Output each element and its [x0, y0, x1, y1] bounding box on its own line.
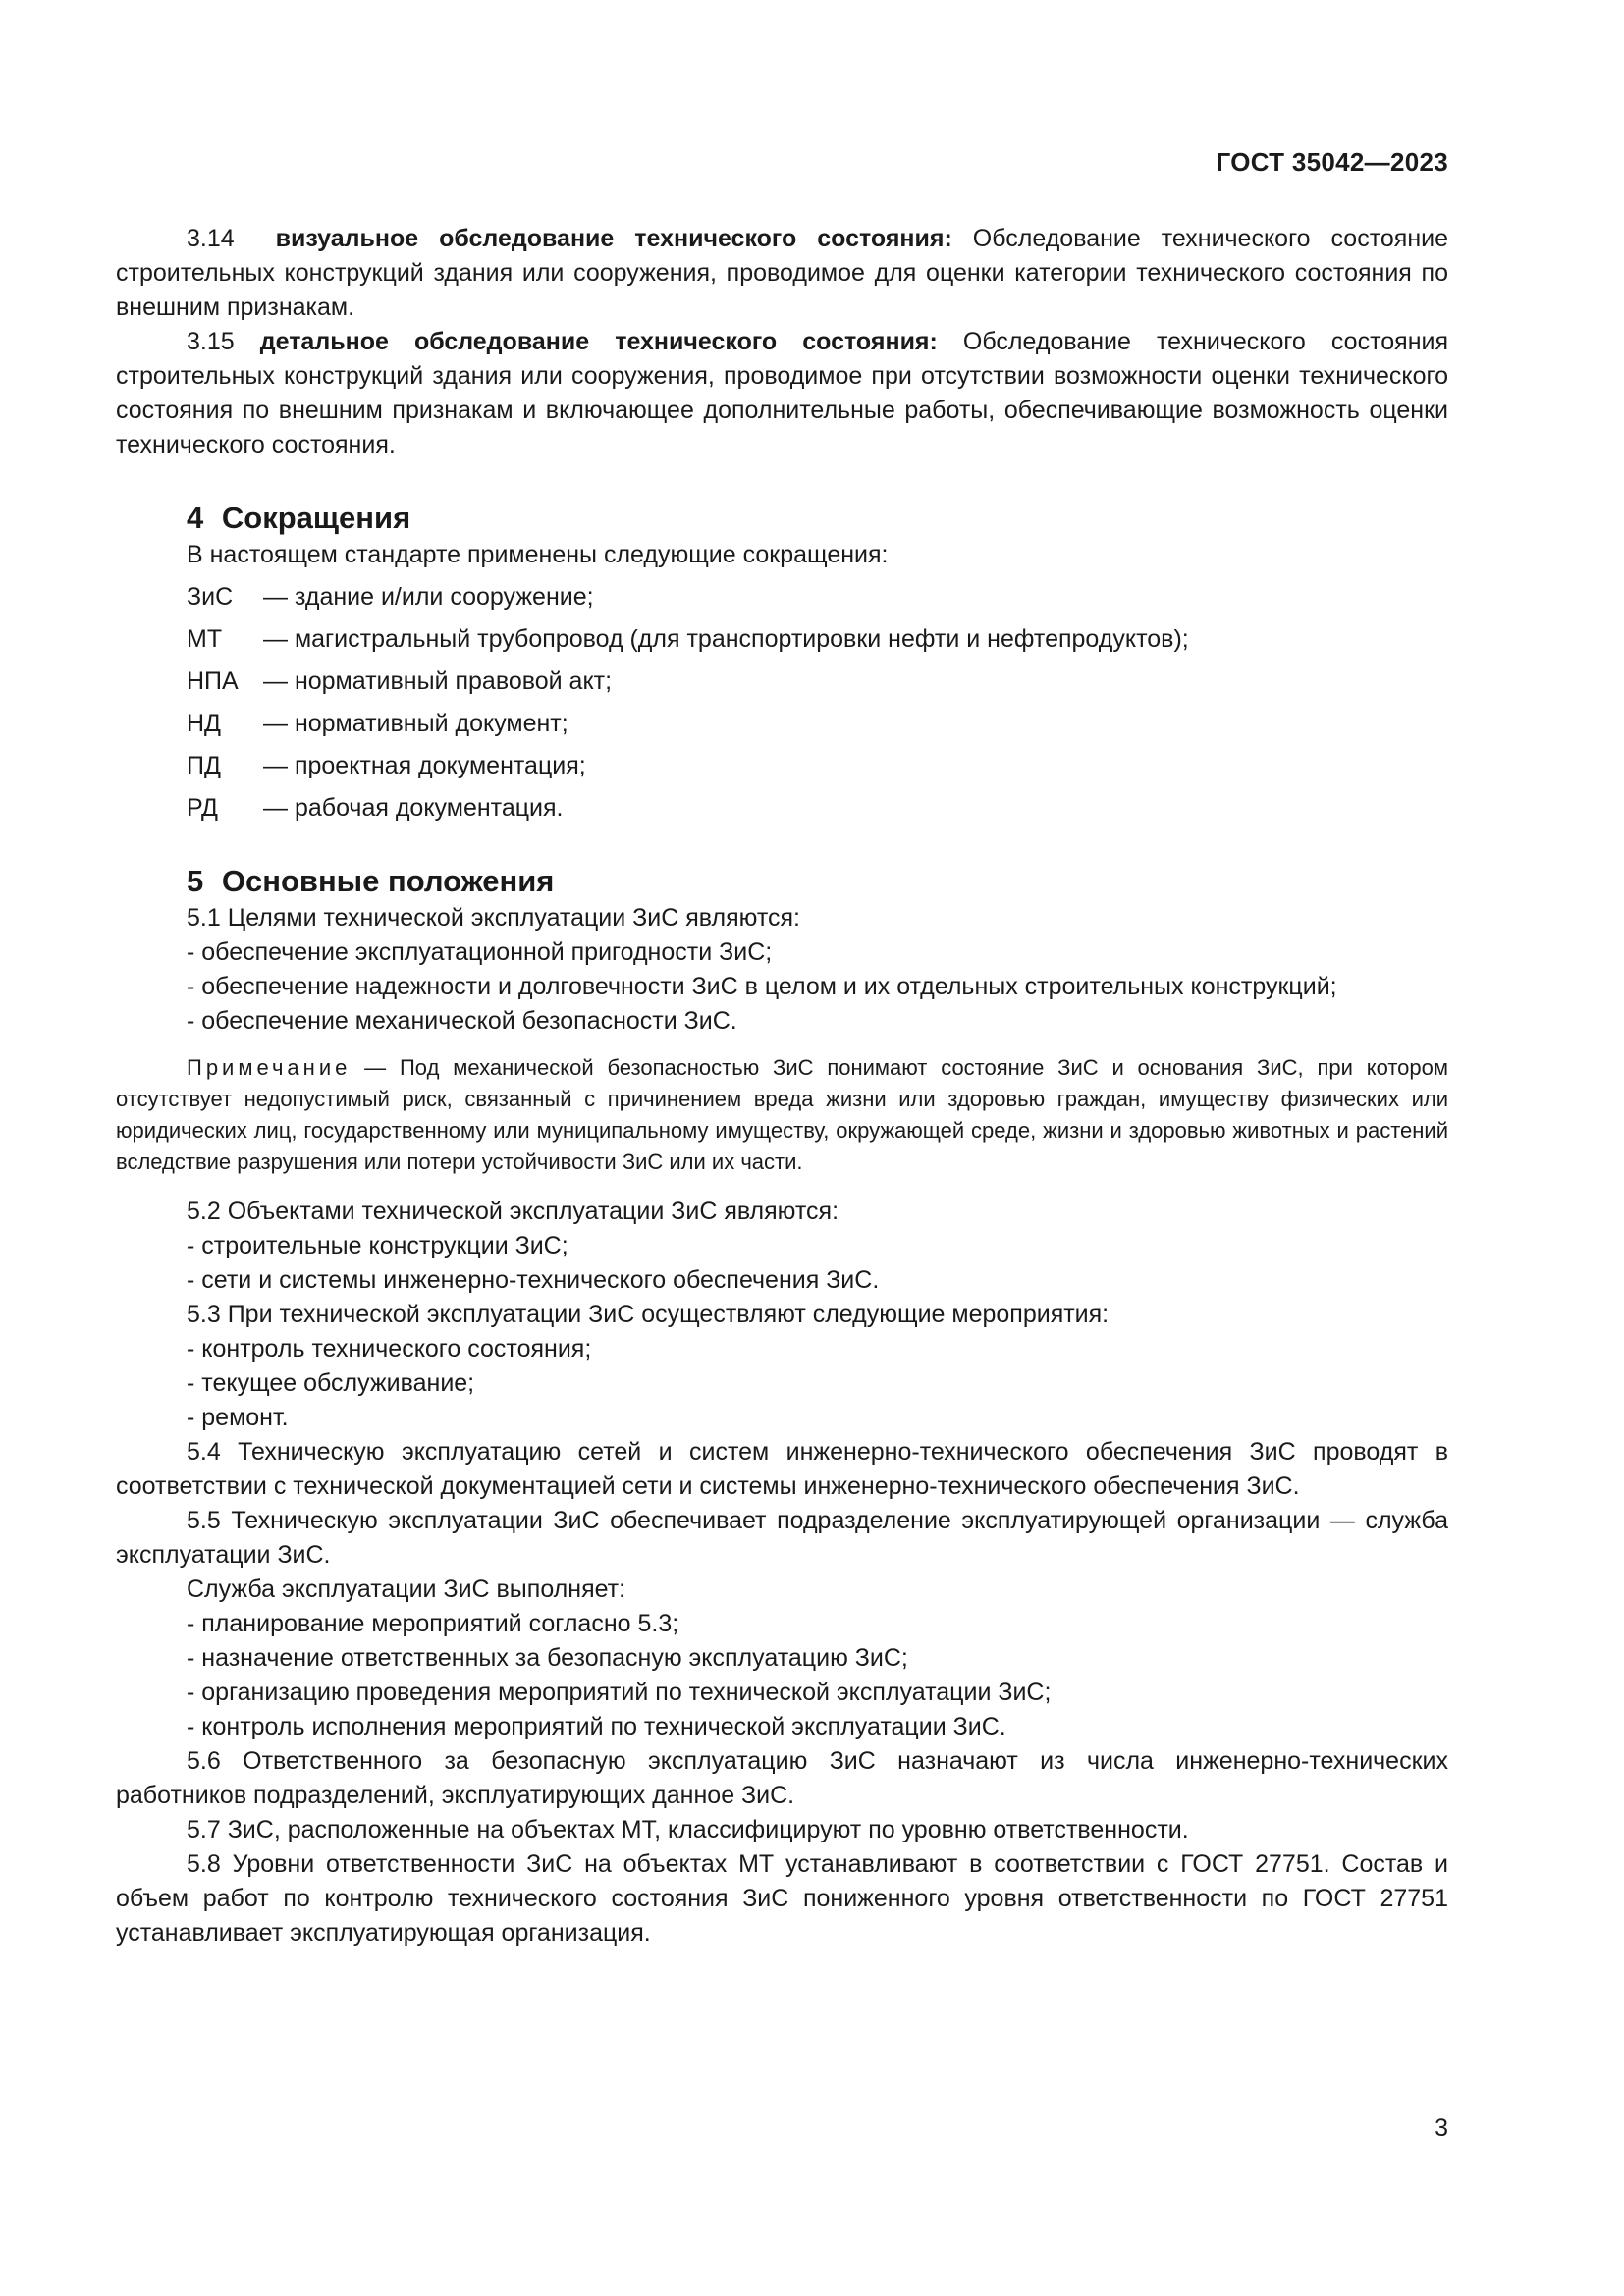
- definition-3-14: [116, 222, 1448, 325]
- list-item: - строительные конструкции ЗиС;: [187, 1232, 568, 1259]
- abbreviation-code: РД: [187, 794, 218, 822]
- list-item: - текущее обслуживание;: [187, 1369, 475, 1397]
- list-item: - сети и системы инженерно-технического обеспечения ЗиС.: [187, 1266, 880, 1294]
- clause-5-4: 5.4 Техническую эксплуатацию сетей и систем инженерно-технического обеспечения ЗиС проводят в соответствии с технической документацией сети и системы инженерно-технического обеспечения ЗиС.: [116, 1438, 1448, 1500]
- definition-3-15: [116, 325, 1448, 462]
- abbreviation-text: — проектная документация;: [263, 752, 586, 779]
- definition-number: 3.15: [187, 328, 235, 355]
- clause-5-6: 5.6 Ответственного за безопасную эксплуатацию ЗиС назначают из числа инженерно-технических работников подразделений, эксплуатирующих данное ЗиС.: [116, 1747, 1448, 1809]
- section-number: 5: [187, 864, 204, 898]
- service-intro: Служба эксплуатации ЗиС выполняет:: [187, 1575, 626, 1603]
- abbreviation-row: [116, 749, 1448, 783]
- clause-5-5: 5.5 Техническую эксплуатации ЗиС обеспечивает подразделение эксплуатирующей организации — служба эксплуатации ЗиС.: [116, 1507, 1448, 1569]
- abbreviation-text: — магистральный трубопровод (для транспортировки нефти и нефтепродуктов);: [263, 625, 1189, 653]
- clause-5-1: 5.1 Целями технической эксплуатации ЗиС являются:: [187, 904, 800, 932]
- abbreviation-row: [116, 791, 1448, 826]
- abbreviation-code: ПД: [187, 752, 221, 779]
- abbreviation-text: — нормативный документ;: [263, 710, 568, 737]
- list-item: - обеспечение механической безопасности ЗиС.: [187, 1007, 737, 1035]
- clause-5-7: 5.7 ЗиС, расположенные на объектах МТ, классифицируют по уровню ответственности.: [187, 1816, 1189, 1843]
- page-content: [116, 222, 1448, 1950]
- note-label: Примечание: [187, 1055, 352, 1080]
- section-title: Сокращения: [221, 501, 411, 535]
- list-item: - контроль технического состояния;: [187, 1335, 592, 1362]
- abbreviation-code: НД: [187, 710, 221, 737]
- section-heading-5: [116, 862, 1448, 901]
- section-number: 4: [187, 501, 204, 535]
- abbreviation-row: [116, 665, 1448, 699]
- abbreviation-text: — нормативный правовой акт;: [263, 667, 613, 695]
- definition-number: 3.14: [187, 225, 235, 252]
- list-item: - контроль исполнения мероприятий по технической эксплуатации ЗиС.: [187, 1713, 1006, 1740]
- note-text: — Под механической безопасностью ЗиС понимают состояние ЗиС и основания ЗиС, при котором отсутствует недопустимый риск, связанный с причинением вреда жизни или здоровью граждан, имуществу физических или юридических лиц, государственному или муниципальному имуществу, окружающей среде, жизни и здоровью животных и растений вследствие разрушения или потери устойчивости ЗиС или их части.: [116, 1055, 1448, 1174]
- list-item: - организацию проведения мероприятий по технической эксплуатации ЗиС;: [187, 1679, 1052, 1706]
- clause-5-8: 5.8 Уровни ответственности ЗиС на объектах МТ устанавливают в соответствии с ГОСТ 27751. Состав и объем работ по контролю технического состояния ЗиС пониженного уровня ответственности по ГОСТ 27751 устанавливает эксплуатирующая организация.: [116, 1850, 1448, 1947]
- definition-term: детальное обследование технического состояния:: [259, 328, 938, 355]
- abbreviation-text: — здание и/или сооружение;: [263, 583, 594, 611]
- note: [116, 1052, 1448, 1178]
- abbreviation-row: [116, 580, 1448, 614]
- definition-term: визуальное обследование технического состояния:: [275, 225, 952, 252]
- clause-5-3: 5.3 При технической эксплуатации ЗиС осуществляют следующие мероприятия:: [187, 1301, 1110, 1328]
- abbreviation-row: [116, 707, 1448, 741]
- abbreviation-code: МТ: [187, 625, 223, 653]
- abbreviation-text: — рабочая документация.: [263, 794, 564, 822]
- abbreviation-row: [116, 622, 1448, 657]
- list-item: - назначение ответственных за безопасную эксплуатацию ЗиС;: [187, 1644, 908, 1672]
- list-item: - ремонт.: [187, 1404, 289, 1431]
- list-item: - обеспечение надежности и долговечности ЗиС в целом и их отдельных строительных конструкций;: [187, 973, 1337, 1000]
- section-title: Основные положения: [221, 864, 555, 898]
- abbreviations-intro: В настоящем стандарте применены следующие сокращения:: [187, 541, 889, 568]
- page-number: 3: [1435, 2114, 1448, 2142]
- definition-text: Обследование технического состояния строительных конструкций здания или сооружения, проводимое при отсутствии возможности оценки технического состояния по внешним признакам и включающее дополнительные работы, обеспечивающие возможность оценки технического состояния.: [116, 328, 1448, 458]
- list-item: - планирование мероприятий согласно 5.3;: [187, 1610, 679, 1637]
- definition-text: Обследование технического состояние строительных конструкций здания или сооружения, проводимое для оценки категории технического состояния по внешним признакам.: [116, 225, 1448, 321]
- abbreviation-code: НПА: [187, 667, 239, 695]
- section-heading-4: [116, 499, 1448, 538]
- abbreviation-code: ЗиС: [187, 583, 234, 611]
- document-code: ГОСТ 35042—2023: [1216, 147, 1448, 177]
- list-item: - обеспечение эксплуатационной пригодности ЗиС;: [187, 938, 773, 966]
- clause-5-2: 5.2 Объектами технической эксплуатации ЗиС являются:: [187, 1198, 839, 1225]
